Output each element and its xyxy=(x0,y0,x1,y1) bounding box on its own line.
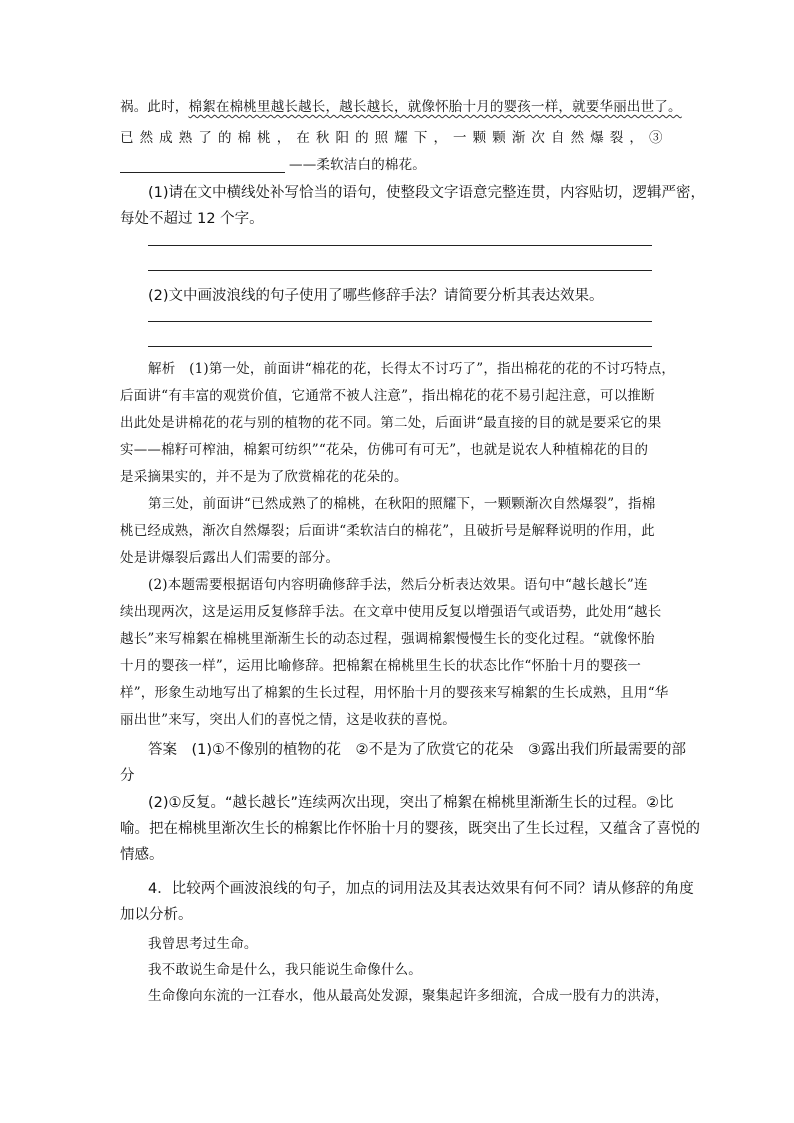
analysis-line: 样”，形象生动地写出了棉絮的生长过程，用怀胎十月的婴孩来写棉絮的生长成熟，且用“华 xyxy=(120,685,669,701)
blank-3[interactable] xyxy=(120,158,285,173)
passage-text: 祸。此时， xyxy=(120,99,189,115)
analysis-line: 丽出世”来写，突出人们的喜悦之情，这是收获的喜悦。 xyxy=(120,712,456,728)
answer-text: 情感。 xyxy=(120,847,164,863)
analysis-line: 实——棉籽可榨油，棉絮可纺织”“花朵，仿佛可有可无”，也就是说农人种植棉花的目的 xyxy=(120,442,649,458)
answer-line[interactable] xyxy=(148,321,652,322)
answer-line[interactable] xyxy=(148,270,652,271)
analysis-line: 十月的婴孩一样”，运用比喻修辞。把棉絮在棉桃里生长的状态比作“怀胎十月的婴孩一 xyxy=(120,658,642,674)
passage-line-3 xyxy=(120,153,678,173)
analysis-line: 出此处是讲棉花的花与别的植物的花不同。第二处，后面讲“最直接的目的就是要采它的果 xyxy=(120,415,662,431)
question-2-line-1: (2)文中画波浪线的句子使用了哪些修辞手法？请简要分析其表达效果。 xyxy=(148,288,604,304)
analysis-line: (2)本题需要根据语句内容明确修辞手法，然后分析表达效果。语句中“越长越长”连 xyxy=(148,577,648,593)
question-4-line-2: 加以分析。 xyxy=(120,907,193,923)
passage-line-2: 已 然 成 熟 了 的 棉 桃 ， 在 秋 阳 的 照 耀 下 ， 一 颗 颗 渐 次 自 然 爆 裂 ， ③ xyxy=(120,130,664,146)
answer-text: 分 xyxy=(120,768,135,784)
excerpt-line: 我不敢说生命是什么，我只能说生命像什么。 xyxy=(148,962,422,978)
answer-text: (2)①反复。“越长越长”连续两次出现，突出了棉絮在棉桃里渐渐生长的过程。②比 xyxy=(148,795,674,811)
excerpt-line: 生命像向东流的一江春水，他从最高处发源，聚集起许多细流，合成一股有力的洪涛， xyxy=(148,988,669,1004)
analysis-line: 解析 (1)第一处，前面讲“棉花的花，长得太不讨巧了”，指出棉花的花的不讨巧特点， xyxy=(148,361,676,377)
excerpt-line: 我曾思考过生命。 xyxy=(148,936,258,952)
question-1-line-2: 每处不超过 12 个字。 xyxy=(120,211,264,227)
question-4-line-1: 4．比较两个画波浪线的句子，加点的词用法及其表达效果有何不同？请从修辞的角度 xyxy=(148,881,694,897)
analysis-line: 桃已经成熟，渐次自然爆裂；后面讲“柔软洁白的棉花”，且破折号是解释说明的作用，此 xyxy=(120,523,655,539)
analysis-line: 是采摘果实的，并不是为了欣赏棉花的花朵的。 xyxy=(120,469,408,485)
question-1-line-1: (1)请在文中横线处补写恰当的语句，使整段文字语意完整连贯，内容贴切，逻辑严密， xyxy=(148,185,706,201)
answer-line[interactable] xyxy=(148,346,652,347)
passage-text: ——柔软洁白的棉花。 xyxy=(289,157,426,173)
answer-line[interactable] xyxy=(148,245,652,246)
answer-text: 喻。把在棉桃里渐次生长的棉絮比作怀胎十月的婴孩，既突出了生长过程，又蕴含了喜悦的 xyxy=(120,821,700,837)
analysis-line: 越长”来写棉絮在棉桃里渐渐生长的动态过程，强调棉絮慢慢生长的变化过程。“就像怀胎 xyxy=(120,631,655,647)
analysis-line: 处是讲爆裂后露出人们需要的部分。 xyxy=(120,550,340,566)
analysis-line: 第三处，前面讲“已然成熟了的棉桃，在秋阳的照耀下，一颗颗渐次自然爆裂”，指棉 xyxy=(148,496,656,512)
analysis-line: 后面讲“有丰富的观赏价值，它通常不被人注意”，指出棉花的花不易引起注意，可以推断 xyxy=(120,388,655,404)
passage-line-1 xyxy=(120,95,682,115)
wavy-sentence: 棉絮在棉桃里越长越长，越长越长，就像怀胎十月的婴孩一样，就要华丽出世了。 xyxy=(188,99,682,115)
answer-text: 答案 (1)①不像别的植物的花 ②不是为了欣赏它的花朵 ③露出我们所最需要的部 xyxy=(148,742,687,758)
analysis-line: 续出现两次，这是运用反复修辞手法。在文章中使用反复以增强语气或语势，此处用“越长 xyxy=(120,604,662,620)
